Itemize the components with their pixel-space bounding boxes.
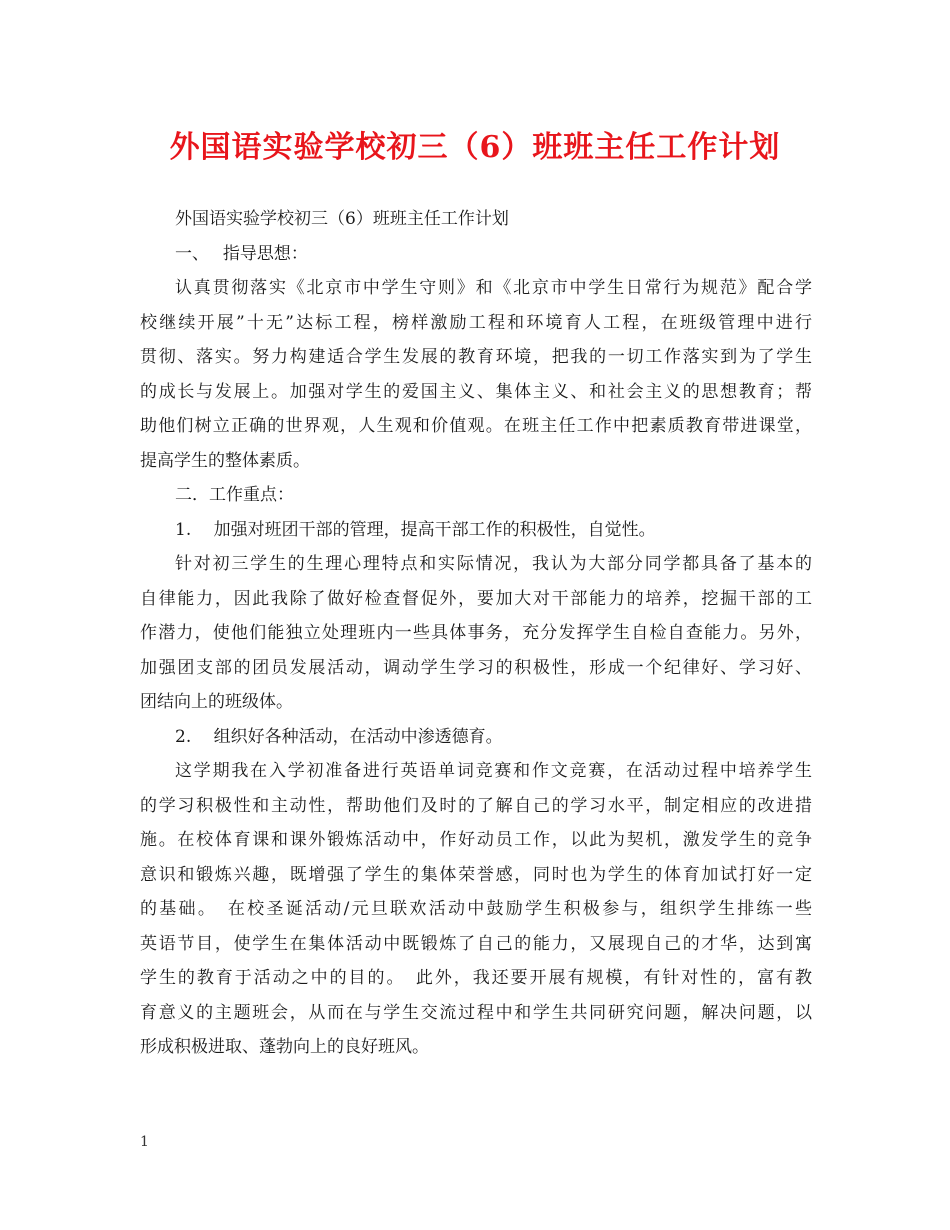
body-line: 一、 指导思想：: [175, 243, 308, 264]
body-line: 的基础。 在校圣诞活动/元旦联欢活动中鼓励学生积极参与，组织学生排练一些: [140, 899, 812, 919]
body-line: 形成积极进取、蓬勃向上的良好班风。: [140, 1037, 429, 1057]
body-line: 2. 组织好各种活动，在活动中渗透德育。: [175, 726, 503, 747]
body-line: 的成长与发展上。加强对学生的爱国主义、集体主义、和社会主义的思想教育；帮: [140, 381, 812, 402]
body-line: 校继续开展”十无”达标工程，榜样激励工程和环境育人工程，在班级管理中进行: [140, 312, 812, 333]
body-line: 针对初三学生的生理心理特点和实际情况，我认为大部分同学都具备了基本的: [175, 554, 812, 574]
body-line: 提高学生的整体素质。: [140, 450, 310, 471]
document-title: 外国语实验学校初三（6）班班主任工作计划: [169, 130, 781, 165]
body-line: 的学习积极性和主动性，帮助他们及时的了解自己的学习水平，制定相应的改进措: [140, 795, 812, 816]
page-number: 1: [140, 1134, 149, 1150]
body-line: 加强团支部的团员发展活动，调动学生学习的积极性，形成一个纪律好、学习好、: [140, 657, 812, 678]
document-body: [140, 202, 812, 1065]
body-line: 外国语实验学校初三（6）班班主任工作计划: [175, 209, 509, 229]
body-line: 贯彻、落实。努力构建适合学生发展的教育环境，把我的一切工作落实到为了学生: [140, 347, 812, 367]
body-line: 作潜力，使他们能独立处理班内一些具体事务，充分发挥学生自检自查能力。另外，: [140, 623, 812, 643]
body-line: 育意义的主题班会，从而在与学生交流过程中和学生共同研究问题，解决问题，以: [140, 1002, 812, 1023]
body-line: 助他们树立正确的世界观，人生观和价值观。在班主任工作中把素质教育带进课堂，: [140, 416, 812, 436]
body-line: 这学期我在入学初准备进行英语单词竞赛和作文竞赛，在活动过程中培养学生: [175, 761, 812, 781]
body-line: 施。在校体育课和课外锻炼活动中，作好动员工作，以此为契机，激发学生的竞争: [140, 830, 812, 850]
body-line: 意识和锻炼兴趣，既增强了学生的集体荣誉感，同时也为学生的体育加试打好一定: [140, 864, 812, 885]
body-line: 学生的教育于活动之中的目的。 此外，我还要开展有规模，有针对性的，富有教: [140, 968, 812, 988]
body-line: 自律能力，因此我除了做好检查督促外，要加大对干部能力的培养，挖掘干部的工: [140, 588, 812, 609]
body-line: 二．工作重点：: [175, 485, 294, 505]
body-line: 认真贯彻落实《北京市中学生守则》和《北京市中学生日常行为规范》配合学: [175, 278, 812, 298]
body-line: 团结向上的班级体。: [140, 692, 293, 712]
body-line: 1. 加强对班团干部的管理，提高干部工作的积极性，自觉性。: [175, 519, 656, 540]
body-line: 英语节目，使学生在集体活动中既锻炼了自己的能力，又展现自己的才华，达到寓: [140, 933, 812, 954]
